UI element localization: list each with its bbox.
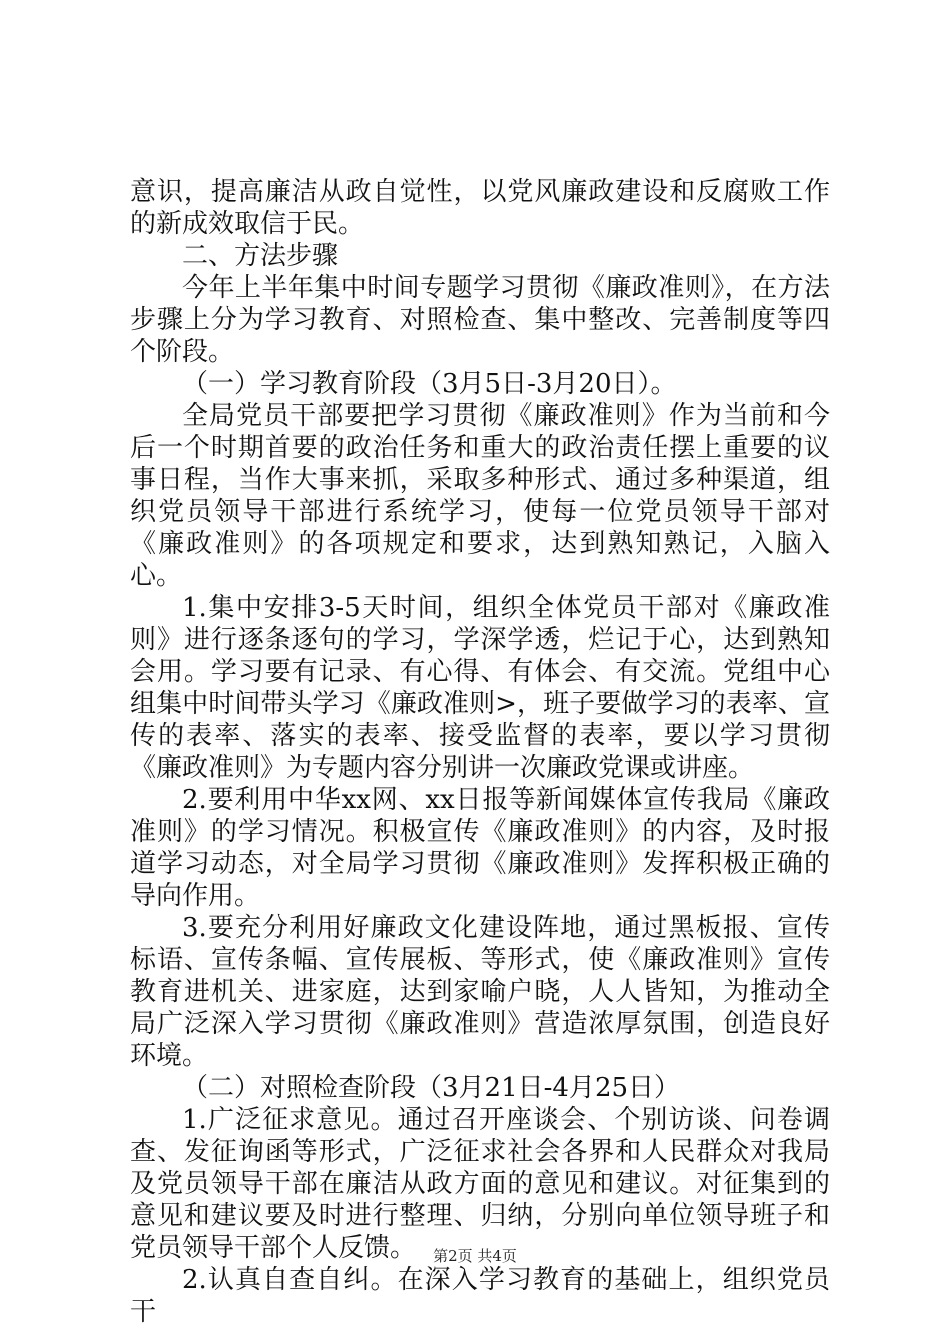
subsection-heading-check: （二）对照检查阶段（3月21日-4月25日）: [182, 1073, 681, 1103]
document-body: [130, 176, 830, 1328]
page-number-label: 第2页 共4页: [433, 1247, 517, 1265]
paragraph-1: 意识，提高廉洁从政自觉性，以党风廉政建设和反腐败工作的新成效取信于民。: [130, 177, 830, 239]
list-item-check-2: 2.认真自查自纠。在深入学习教育的基础上，组织党员干: [130, 1265, 830, 1327]
paragraph-5: 全局党员干部要把学习贯彻《廉政准则》作为当前和今后一个时期首要的政治任务和重大的政治责任摆上重要的议事日程，当作大事来抓，采取多种形式、通过多种渠道，组织党员领导干部进行系统学习，使每一位党员领导干部对《廉政准则》的各项规定和要求，达到熟知熟记，入脑入心。: [130, 401, 830, 591]
subsection-heading-study: （一）学习教育阶段（3月5日-3月20日）。: [182, 369, 677, 399]
list-item-study-3: 3.要充分利用好廉政文化建设阵地，通过黑板报、宣传标语、宣传条幅、宣传展板、等形式，使《廉政准则》宣传教育进机关、进家庭，达到家喻户晓，人人皆知，为推动全局广泛深入学习贯彻《廉政准则》营造浓厚氛围，创造良好环境。: [130, 913, 830, 1071]
list-item-study-2: 2.要利用中华xx网、xx日报等新闻媒体宣传我局《廉政准则》的学习情况。积极宣传《廉政准则》的内容，及时报道学习动态，对全局学习贯彻《廉政准则》发挥积极正确的导向作用。: [130, 785, 830, 911]
page-footer: [0, 1246, 950, 1266]
list-item-study-1: 1.集中安排3-5天时间，组织全体党员干部对《廉政准则》进行逐条逐句的学习，学深学透，烂记于心，达到熟知会用。学习要有记录、有心得、有体会、有交流。党组中心组集中时间带头学习《廉政准则>，班子要做学习的表率、宣传的表率、落实的表率、接受监督的表率，要以学习贯彻《廉政准则》为专题内容分别讲一次廉政党课或讲座。: [130, 593, 830, 783]
section-heading-methods: 二、方法步骤: [182, 241, 339, 271]
paragraph-3: 今年上半年集中时间专题学习贯彻《廉政准则》，在方法步骤上分为学习教育、对照检查、集中整改、完善制度等四个阶段。: [130, 273, 830, 367]
list-item-check-1: 1.广泛征求意见。通过召开座谈会、个别访谈、问卷调查、发征询函等形式，广泛征求社会各界和人民群众对我局及党员领导干部在廉洁从政方面的意见和建议。对征集到的意见和建议要及时进行整理、归纳，分别向单位领导班子和党员领导干部个人反馈。: [130, 1105, 830, 1263]
